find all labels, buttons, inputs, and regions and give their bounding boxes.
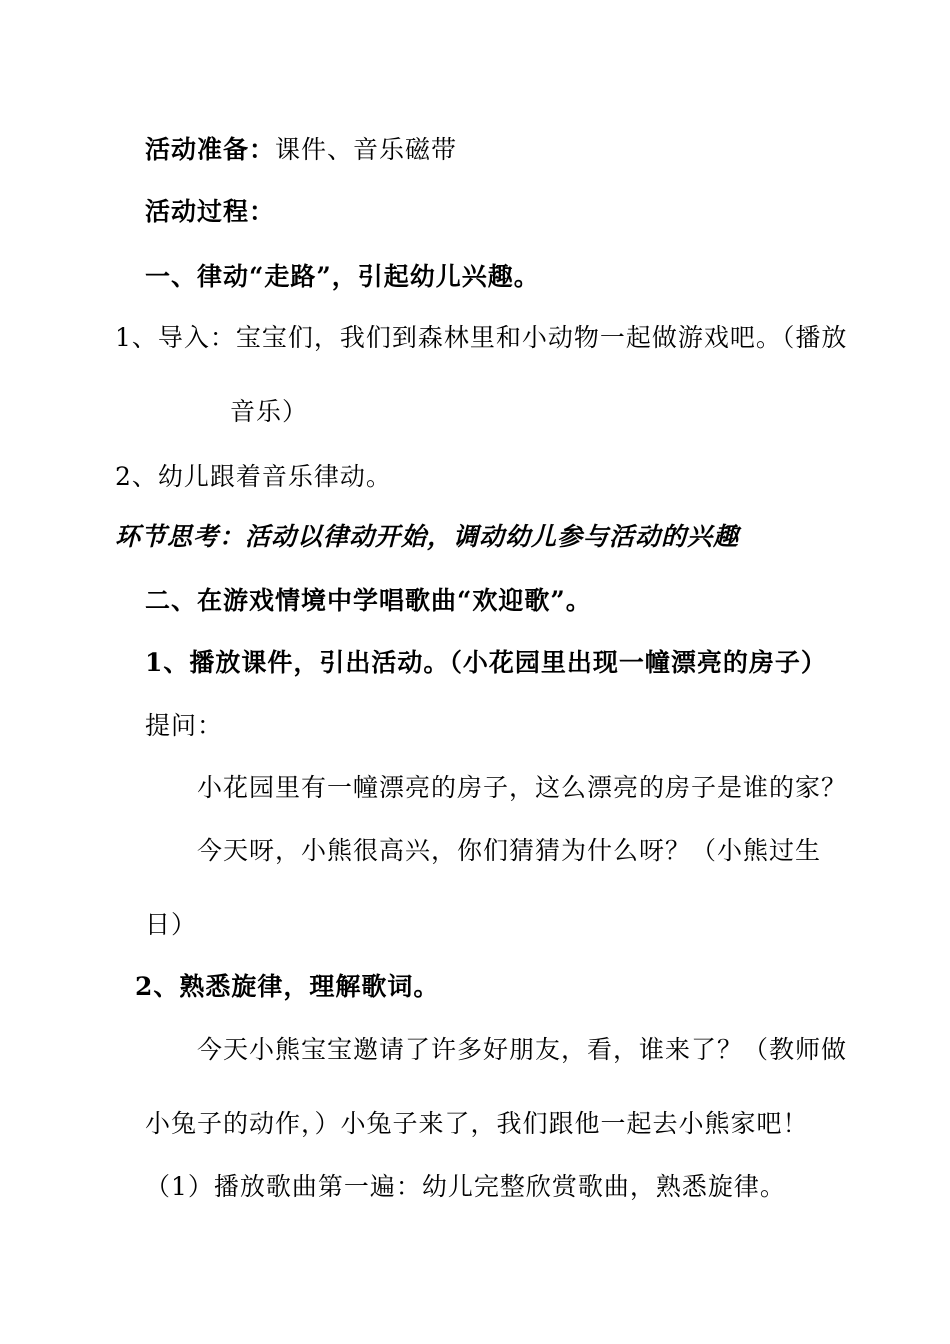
question-2-line1: 今天呀，小熊很高兴，你们猜猜为什么呀？（小熊过生 xyxy=(197,836,822,865)
section2-title: 二、在游戏情境中学唱歌曲“欢迎歌”。 xyxy=(145,586,592,615)
section2-item1: 1、播放课件，引出活动。（小花园里出现一幢漂亮的房子） xyxy=(145,648,827,677)
step-1: （1）播放歌曲第一遍：幼儿完整欣赏歌曲，熟悉旋律。 xyxy=(145,1172,786,1201)
paragraph-line1: 今天小熊宝宝邀请了许多好朋友，看，谁来了？（教师做 xyxy=(197,1035,848,1064)
section1-item2: 2、幼儿跟着音乐律动。 xyxy=(115,462,392,491)
section2-item2: 2、熟悉旋律，理解歌词。 xyxy=(135,972,440,1001)
activity-process-label: 活动过程： xyxy=(145,197,276,226)
section1-item1-line1: 1、导入：宝宝们，我们到森林里和小动物一起做游戏吧。（播放 xyxy=(115,323,848,352)
question-2-line2: 日） xyxy=(145,910,198,939)
question-1: 小花园里有一幢漂亮的房子，这么漂亮的房子是谁的家？ xyxy=(197,773,848,802)
activity-prep xyxy=(145,135,457,165)
reflection-note: 环节思考：活动以律动开始，调动幼儿参与活动的兴趣 xyxy=(115,522,740,551)
activity-prep-text: 课件、音乐磁带 xyxy=(275,135,458,164)
question-label: 提问： xyxy=(145,711,224,740)
section1-title: 一、律动“走路”，引起幼儿兴趣。 xyxy=(145,262,540,291)
paragraph-line2: 小兔子的动作，）小兔子来了，我们跟他一起去小熊家吧！ xyxy=(145,1109,809,1138)
activity-prep-label: 活动准备： xyxy=(145,135,276,164)
section1-item1-line2: 音乐） xyxy=(230,397,309,426)
